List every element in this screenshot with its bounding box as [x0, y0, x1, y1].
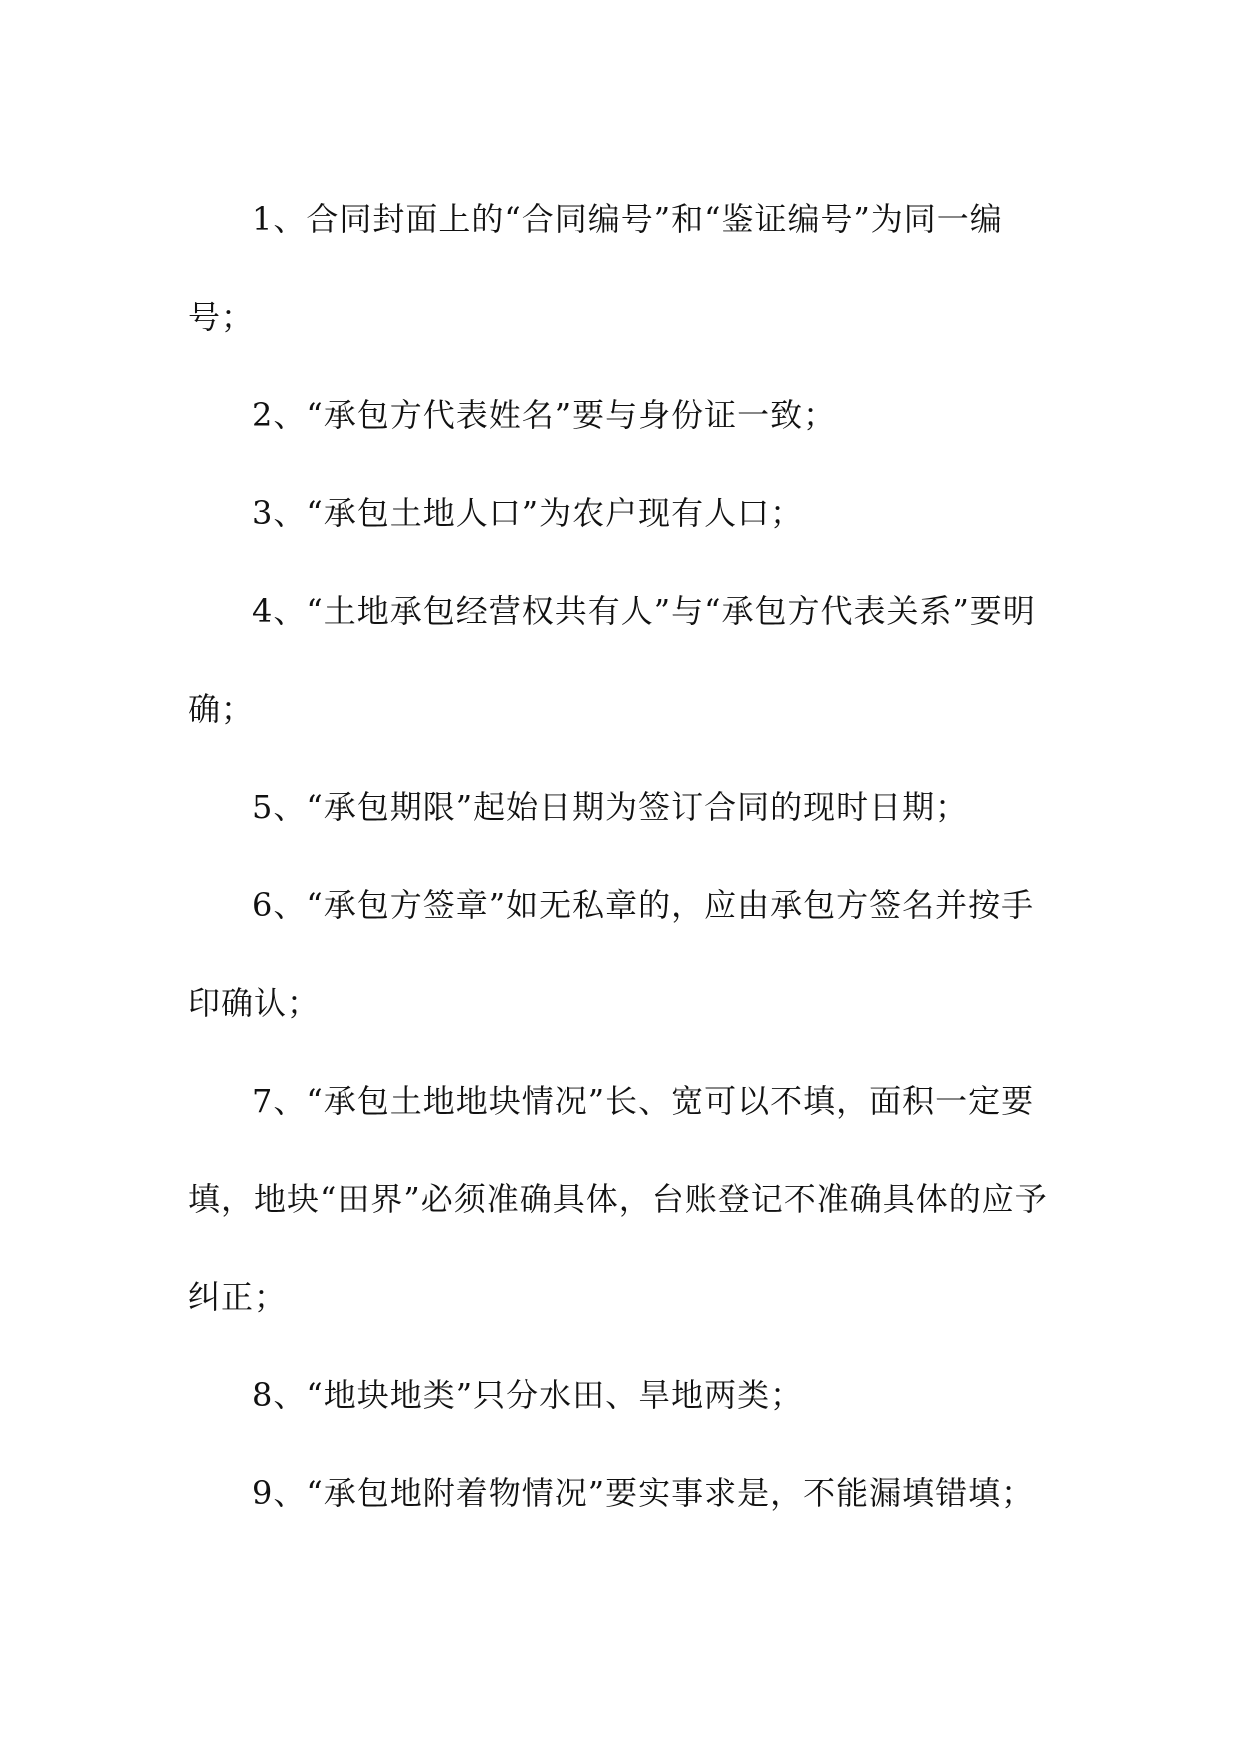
paragraph-9: 9、“承包地附着物情况”要实事求是，不能漏填错填；	[252, 1474, 1035, 1512]
paragraph-5: 5、“承包期限”起始日期为签订合同的现时日期；	[252, 788, 969, 826]
paragraph-6: 6、“承包方签章”如无私章的，应由承包方签名并按手印确认；	[188, 886, 1035, 1022]
paragraph-8: 8、“地块地类”只分水田、旱地两类；	[252, 1376, 804, 1414]
document-body	[188, 170, 1048, 1542]
paragraph-4: 4、“土地承包经营权共有人”与“承包方代表关系”要明确；	[188, 592, 1036, 728]
paragraph-3: 3、“承包土地人口”为农户现有人口；	[252, 494, 804, 532]
paragraph-2: 2、“承包方代表姓名”要与身份证一致；	[252, 396, 837, 434]
paragraph-1: 1、合同封面上的“合同编号”和“鉴证编号”为同一编号；	[188, 200, 1003, 336]
paragraph-7: 7、“承包土地地块情况”长、宽可以不填，面积一定要填，地块“田界”必须准确具体，台账登记不准确具体的应予纠正；	[188, 1082, 1048, 1316]
